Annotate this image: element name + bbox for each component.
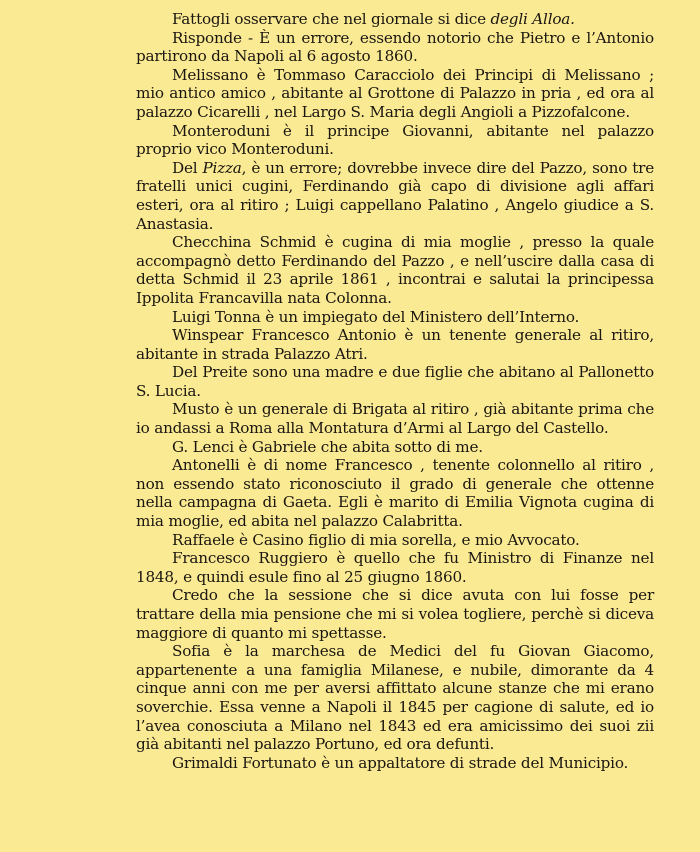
text-run: Winspear Francesco Antonio è un tenente generale al ritiro, abitante in strada Palazzo Atri. xyxy=(136,326,654,363)
text-run: Raffaele è Casino figlio di mia sorella, e mio Avvocato. xyxy=(172,530,580,549)
text-run: Antonelli è di nome Francesco , tenente colonnello al ritiro , non essendo stato riconosciuto il grado di generale che ottenne nella campagna di Gaeta. Egli è marito di Emilia Vignota cugina di mia moglie, ed abita nel palazzo Calabritta. xyxy=(136,456,654,531)
paragraph-1 xyxy=(136,10,654,29)
paragraph-5 xyxy=(136,159,654,233)
text-run: Melissano è Tommaso Caracciolo dei Principi di Melissano ; mio antico amico , abitante al Grottone di Palazzo in pria , ed ora al palazzo Cicarelli , nel Largo S. Maria degli Angioli a Pizzofalcone. xyxy=(136,65,654,121)
paragraph-15 xyxy=(136,586,654,642)
paragraph-16 xyxy=(136,642,654,754)
text-run: Risponde - È un errore, essendo notorio che Pietro e l’Antonio partirono da Napoli al 6 agosto 1860. xyxy=(136,28,654,66)
paragraph-2 xyxy=(136,29,654,66)
text-run: Sofia è la marchesa de Medici del fu Giovan Giacomo, appartenente a una famiglia Milanese, e nubile, dimorante da 4 cinque anni con me per aversi affittato alcune stanze che mi erano soverchie. Essa venne a Napoli il 1845 per cagione di salute, ed io l’avea conosciuta a Milano nel 1843 ed era amicissimo dei suoi zii già abitanti nel palazzo Portuno, ed ora defunti. xyxy=(136,642,654,754)
italic-text-run: Pizza xyxy=(202,158,242,177)
text-run: Francesco Ruggiero è quello che fu Ministro di Finanze nel 1848, e quindi esule fino al 25 giugno 1860. xyxy=(136,549,654,586)
paragraph-17 xyxy=(136,754,654,773)
paragraph-3 xyxy=(136,66,654,122)
text-run: Luigi Tonna è un impiegato del Ministero dell’Interno. xyxy=(172,307,580,326)
italic-text-run: degli Alloa. xyxy=(490,10,575,28)
paragraph-13 xyxy=(136,531,654,550)
paragraph-9 xyxy=(136,363,654,400)
text-run: G. Lenci è Gabriele che abita sotto di me. xyxy=(172,437,483,456)
paragraph-7 xyxy=(136,308,654,327)
paragraph-8 xyxy=(136,326,654,363)
text-run: Del xyxy=(172,158,203,177)
paragraph-6 xyxy=(136,233,654,307)
paragraph-11 xyxy=(136,438,654,457)
text-run: Checchina Schmid è cugina di mia moglie , presso la quale accompagnò detto Ferdinando del Pazzo , e nell’uscire dalla casa di detta Schmid il 23 aprile 1861 , incontrai e salutai la principessa Ippolita Francavilla nata Colonna. xyxy=(136,233,654,307)
text-run: Del Preite sono una madre e due figlie che abitano al Pallonetto S. Lucia. xyxy=(136,363,654,400)
paragraph-14 xyxy=(136,549,654,586)
document-page xyxy=(136,10,654,772)
text-run: Monteroduni è il principe Giovanni, abitante nel palazzo proprio vico Monteroduni. xyxy=(136,121,654,159)
text-run: Grimaldi Fortunato è un appaltatore di strade del Municipio. xyxy=(172,753,629,772)
paragraph-10 xyxy=(136,400,654,437)
paragraph-4 xyxy=(136,122,654,159)
text-run: , è un errore; dovrebbe invece dire del Pazzo, sono tre fratelli unici cugini, Ferdinando già capo di divisione agli affari esteri, ora al ritiro ; Luigi cappellano Palatino , Angelo giudice a S. Anastasia. xyxy=(136,158,654,233)
text-run: Musto è un generale di Brigata al ritiro , già abitante prima che io andassi a Roma alla Montatura d’Armi al Largo del Castello. xyxy=(136,400,654,438)
text-run: Credo che la sessione che si dice avuta con lui fosse per trattare della mia pensione che mi si volea togliere, perchè si diceva maggiore di quanto mi spettasse. xyxy=(136,586,654,642)
paragraph-12 xyxy=(136,456,654,530)
text-run: Fattogli osservare che nel giornale si dice xyxy=(172,10,491,28)
